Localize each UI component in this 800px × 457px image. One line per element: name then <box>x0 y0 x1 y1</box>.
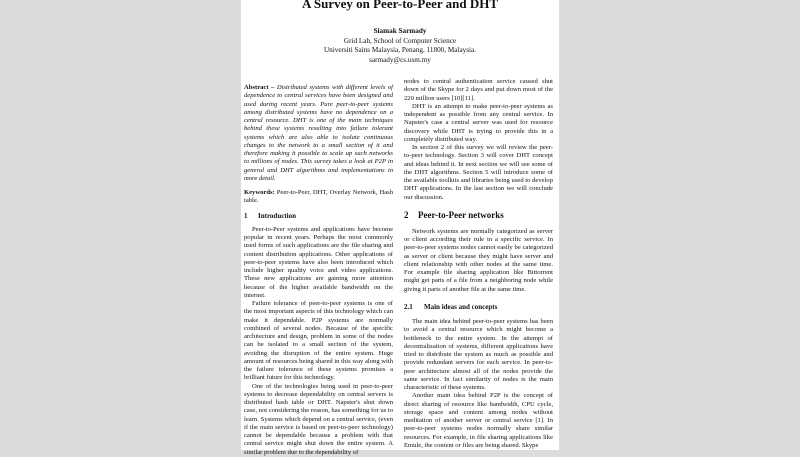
section-2-1-title: Main ideas and concepts <box>424 302 498 311</box>
right-column <box>404 78 553 450</box>
abstract-label: Abstract – <box>244 84 275 91</box>
section-1-heading <box>244 212 393 220</box>
author-address: Universiti Sains Malaysia, Penang, 11800, Malaysia. <box>323 46 477 54</box>
paper-page <box>241 0 559 456</box>
intro-continued-paragraph: In section 2 of this survey we will review the peer-to-peer technology. Section 3 will cover DHT concept and ideas behind it. In next section we will see some of the DHT algorithms. Section 5 will introduce some of the available toolkits and libraries being used to develop DHT applications. In the last section we will conclude our discussion. <box>404 144 553 201</box>
abstract <box>244 84 393 183</box>
section-2-1-paragraph: The main idea behind peer-to-peer systems has been to avoid a central resource which might become a bottleneck to the entire system. In the attempt of decentralization of systems, different applications have tried to distribute the system as much as possible and provide redundant servers for each service. In peer-to-peer architecture almost all of the nodes provide the same service. In fact similarity of nodes is the main characteristic of these systems. <box>404 318 553 391</box>
author-email: sarmady@cs.usm.my <box>369 55 431 64</box>
section-2-1-heading <box>404 303 553 311</box>
intro-paragraph: One of the technologies being used in peer-to-peer systems to decrease dependability on central servers is distributed hash table or DHT. Napster's shut down case, not considering the reason, has something for us to learn. Systems which depend on a central service, (even if the main service is based on peer-to-peer technology) cannot be dependable because a problem with that central service might shut down the entire system. A similar problem due to the dependability of <box>244 382 393 456</box>
section-2-heading <box>404 210 553 221</box>
section-1-number: 1 <box>244 211 248 220</box>
intro-continued-paragraph: nodes to central authentication service caused shut down of the Skype for 2 days and put down most of the 220 million users [10][11]. <box>404 78 553 102</box>
left-column <box>244 84 393 457</box>
intro-paragraph: Failure tolerance of peer-to-peer systems is one of the most important aspects of this technology which can make it dependable. P2P systems are normally combined of several nodes. Because of the specific architecture and design, problem in some of the nodes can be isolated to a small section of the system, avoiding the disruption of the entire system. Huge amount of resources being shared in this way along with the failure tolerance of these systems promises a brilliant future for this technology. <box>244 300 393 382</box>
section-2-number: 2 <box>404 209 409 220</box>
keywords-text: Peer-to-Peer, DHT, Overlay Network, Hash table. <box>244 189 393 205</box>
section-2-title: Peer-to-Peer networks <box>418 209 504 220</box>
author-affiliation: Grid Lab, School of Computer Science <box>343 36 457 45</box>
intro-paragraph: Peer-to-Peer systems and applications have become popular in recent years. Perhaps the most commonly used forms of such applications are the file sharing and content distribution applications. Other applications of peer-to-peer systems have also been introduced which include higher quality voice and video applications. These new applications are gaining more attention because of the higher available bandwidth on the internet. <box>244 225 393 299</box>
intro-continued-paragraph: DHT is an attempt to make peer-to-peer systems as independent as possible from any central service. In Napster's case a central server was used for resource discovery while DHT is trying to provide this in a completely distributed way. <box>404 102 553 143</box>
section-2-1-paragraph: Another main idea behind P2P is the concept of direct sharing of resource like bandwidth, CPU cycle, storage space and content among nodes without meditation of another server or central service [1]. In peer-to-peer systems nodes normally share similar resources. For example, in file sharing applications like Emule, the content or files are being shared. Skype <box>404 392 553 449</box>
author-name: Siamak Sarmady <box>373 27 427 35</box>
paper-title: A Survey on Peer-to-Peer and DHT <box>301 0 499 11</box>
section-1-title: Introduction <box>258 211 296 220</box>
keywords <box>244 189 393 206</box>
keywords-label: Keywords: <box>244 189 275 196</box>
author-block <box>241 27 559 65</box>
section-2-1-number: 2.1 <box>404 302 413 311</box>
section-2-paragraph: Network systems are normally categorized as server or client according their rule in a specific service. In peer-to-peer systems nodes cannot easily be categorized as server or client because they might have server and client relationship with other nodes at the same time. For example file sharing application like Bittorrent might get parts of a file from a neighboring node while giving it parts of another file at the same time. <box>404 227 553 293</box>
abstract-text: Distributed systems with different levels of dependence to central services have been designed and used during recent years. Pure peer-to-peer systems among distributed systems have no dependence on a central resource. DHT is one of the main techniques behind these systems resulting into failure tolerant systems which are also able to isolate continuous changes to the network to a small section of it and therefore making it possible to scale up such networks to millions of nodes. This survey takes a look at P2P in general and DHT algorithms and implementations in more detail. <box>244 84 393 182</box>
